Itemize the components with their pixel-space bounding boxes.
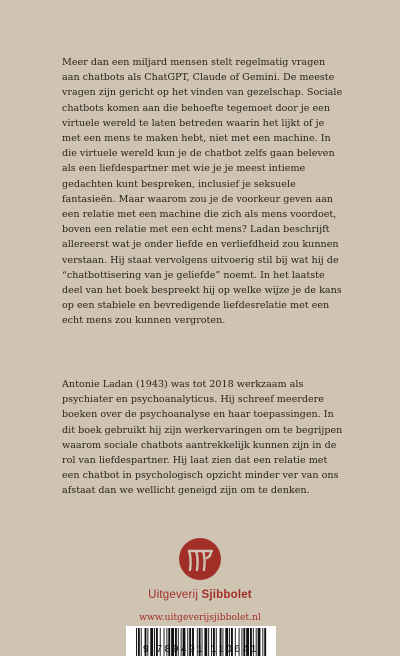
publisher-prefix: Uitgeverij (148, 589, 199, 601)
isbn-barcode (126, 626, 276, 656)
publisher-emblem-svg (178, 537, 222, 581)
blurb-paragraph-1: Meer dan een miljard mensen stelt regelmatig vragen aan chatbots als ChatGPT, Claude of Gemini. De meeste vragen zijn gericht op het vinden van gezelschap. Sociale chatbots komen aan die behoefte tegemoet door je een virtuele wereld te laten betreden waarin het lijkt of je met een mens te maken hebt, niet met een machine. In die virtuele wereld kun je de chatbot zelfs gaan beleven als een liefdespartner met wie je je meest intieme gedachten kunt bespreken, inclusief je seksuele fantasieën. Maar waarom zou je de voorkeur geven aan een relatie met een machine die zich als mens voordoet, boven een relatie met een echt mens? Ladan beschrijft allereerst wat je onder liefde en verliefdheid zou kunnen verstaan. Hij staat vervolgens uitvoerig stil bij wat hij de “chatbottisering van je geliefde” noemt. In het laatste deel van het boek bespreekt hij op welke wijze je de kans op een stabiele en bevredigende liefdesrelatie met een echt mens zou kunnen vergroten. (62, 57, 343, 327)
publisher-name (0, 589, 400, 601)
publisher-brand: Sjibbolet (201, 589, 252, 601)
publisher-emblem-icon (178, 537, 222, 581)
author-bio-paragraph: Antonie Ladan (1943) was tot 2018 werkzaam als psychiater en psychoanalyticus. Hij schreef meerdere boeken over de psychoanalyse en haar toepassingen. In dit boek gebruikt hij zijn werkervaringen om te begrijpen waarom sociale chatbots aantrekkelijk kunnen zijn in de rol van liefdespartner. Hij laat zien dat een relatie met een chatbot in psychologisch opzicht minder ver van ons afstaat dan we wellicht geneigd zijn om te denken. (62, 379, 343, 497)
emblem-circle (179, 538, 221, 580)
publisher-url: www.uitgeverijsjibbolet.nl (139, 612, 261, 623)
isbn-digits: 9 789491 110641 (142, 644, 260, 655)
